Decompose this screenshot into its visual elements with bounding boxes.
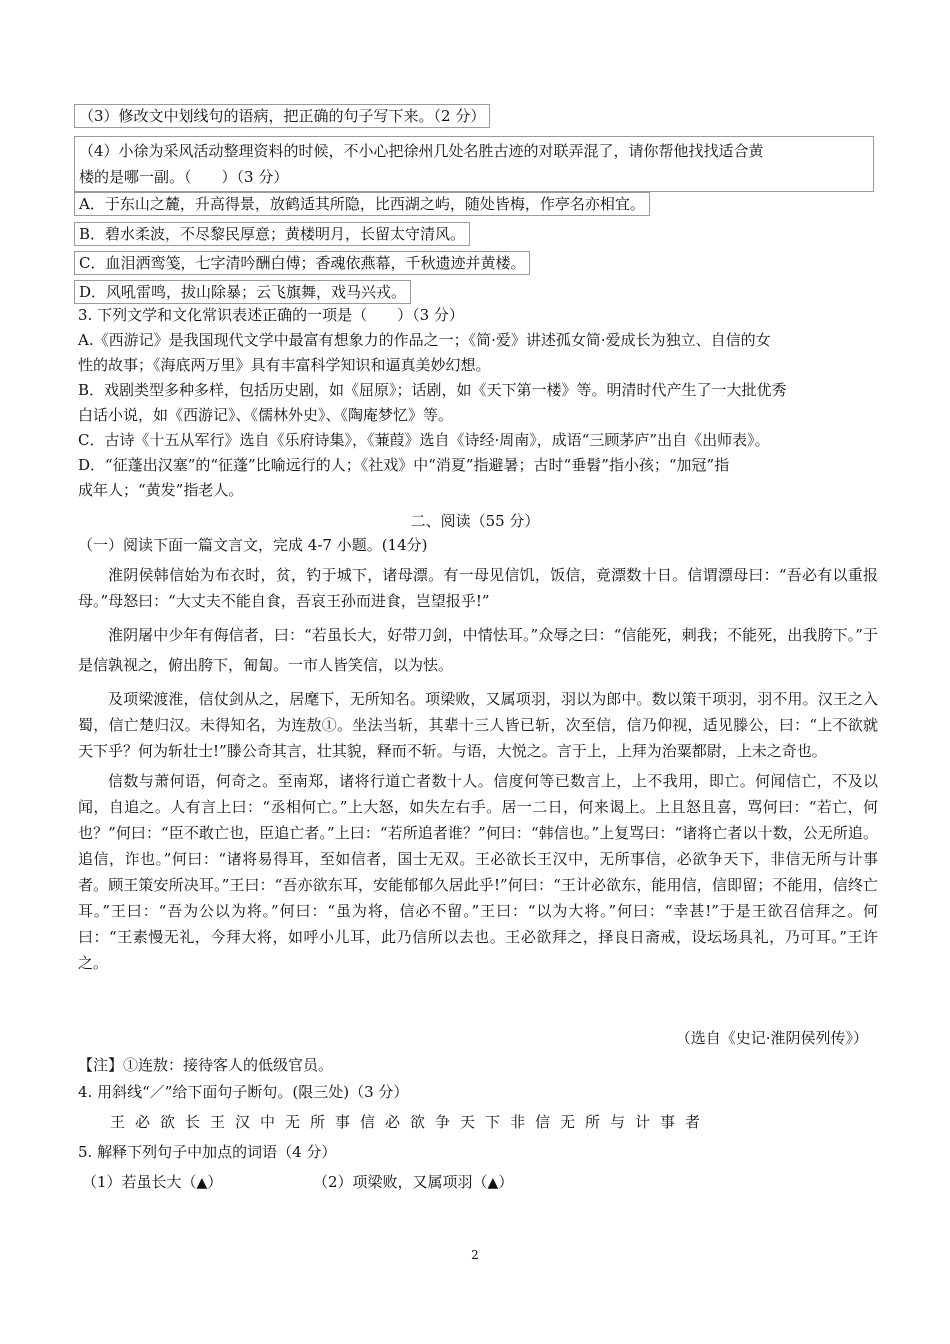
q3-option-d-line1: D．“征蓬出汉塞”的“征蓬”比喻远行的人；《社戏》中“消夏”指避暑；古时“垂髫”指小孩；“加冠”指 — [78, 456, 730, 474]
q5-item-1-text: （1）若虽长大（ — [82, 1173, 197, 1191]
question-3-title: 3. 下列文学和文化常识表述正确的一项是（ ）（3 分） — [78, 306, 464, 324]
answer-triangle-icon: ▲ — [487, 1175, 499, 1191]
option-c: C．血泪洒鸾笺，七字清吟酬白傅；香魂依燕幕，千秋遗迹并黄楼。 — [74, 251, 530, 275]
q3-option-d-line2: 成年人；“黄发”指老人。 — [78, 481, 244, 499]
sentence-to-punctuate: 王必欲长王汉中无所事信必欲争天下非信无所与计事者 — [110, 1113, 711, 1131]
q5-item-1 — [82, 1172, 222, 1193]
section-heading: 二、阅读（55 分） — [410, 512, 540, 530]
passage-source: （选自《史记·淮阴侯列传》） — [675, 1029, 868, 1047]
passage-paragraph-2: 淮阴屠中少年有侮信者，曰：“若虽长大，好带刀剑，中情怯耳。”众辱之曰：“信能死，刺我；不能死，出我胯下。”于是信孰视之，俯出胯下，匍匐。一市人皆笑信，以为怯。 — [78, 626, 878, 674]
q5-item-2-text: （2）项梁败，又属项羽（ — [313, 1173, 488, 1191]
q3-option-b-line1: B．戏剧类型多种多样，包括历史剧，如《屈原》；话剧，如《天下第一楼》等。明清时代产生了一大批优秀 — [78, 381, 787, 399]
question-4-subpart — [74, 136, 874, 192]
question-4-title: 4. 用斜线“／”给下面句子断句。(限三处)（3 分） — [78, 1083, 409, 1101]
passage-paragraph-1: 淮阴侯韩信始为布衣时，贫，钓于城下，诸母漂。有一母见信饥，饭信，竟漂数十日。信谓漂母曰：“吾必有以重报母。”母怒曰：“大丈夫不能自食，吾哀王孙而进食，岂望报乎!” — [78, 566, 878, 610]
q3-option-c: C．古诗《十五从军行》选自《乐府诗集》，《蒹葭》选自《诗经·周南》，成语“三顾茅庐”出自《出师表》。 — [78, 431, 770, 449]
question-3-subpart: （3）修改文中划线句的语病，把正确的句子写下来。（2 分） — [74, 104, 490, 128]
q5-item-2-close: ） — [498, 1173, 514, 1191]
q3-option-a-line2: 性的故事；《海底两万里》具有丰富科学知识和逼真美妙幻想。 — [78, 356, 491, 374]
subsection-heading: （一）阅读下面一篇文言文，完成 4-7 小题。(14分) — [78, 536, 428, 554]
page-number: 2 — [471, 1248, 479, 1262]
option-a: A．于东山之麓，升高得景，放鹤适其所隐，比西湖之屿，随处皆梅，作亭名亦相宜。 — [74, 192, 650, 216]
q5-item-2 — [313, 1172, 513, 1193]
passage-paragraph-3: 及项梁渡淮，信仗剑从之，居麾下，无所知名。项梁败，又属项羽，羽以为郎中。数以策干项羽，羽不用。汉王之入蜀，信亡楚归汉。未得知名，为连敖①。坐法当斩，其辈十三人皆已斩，次至信，信乃仰视，适见滕公，曰：“上不欲就天下乎？何为斩壮士!”滕公奇其言，壮其貌，释而不斩。与语，大悦之。言于上，上拜为治粟都尉，上未之奇也。 — [78, 690, 878, 760]
question-4-subpart-line1: （4）小徐为采风活动整理资料的时候，不小心把徐州几处名胜古迹的对联弄混了，请你帮他找找适合黄 — [79, 142, 764, 160]
q3-option-a-line1: A.《西游记》是我国现代文学中最富有想象力的作品之一；《简·爱》讲述孤女简·爱成长为独立、自信的女 — [78, 331, 771, 349]
footnote: 【注】①连敖：接待客人的低级官员。 — [78, 1056, 334, 1074]
question-4-subpart-line2: 楼的是哪一副。（ ）（3 分） — [79, 168, 289, 186]
question-5-title: 5. 解释下列句子中加点的词语（4 分） — [78, 1143, 337, 1161]
passage — [78, 562, 878, 976]
q3-option-b-line2: 白话小说，如《西游记》、《儒林外史》、《陶庵梦忆》等。 — [78, 406, 454, 424]
option-d: D．风吼雷鸣，拔山除暴；云飞旗舞，戏马兴戎。 — [74, 280, 411, 304]
option-b: B．碧水柔波，不尽黎民厚意；黄楼明月，长留太守清风。 — [74, 222, 470, 246]
passage-paragraph-4: 信数与萧何语，何奇之。至南郑，诸将行道亡者数十人。信度何等已数言上，上不我用，即亡。何闻信亡，不及以闻，自追之。人有言上曰：“丞相何亡。”上大怒，如失左右手。居一二日，何来谒上。上且怒且喜，骂何曰：“若亡，何也？”何曰：“臣不敢亡也，臣追亡者。”上曰：“若所追者谁？”何曰：“韩信也。”上复骂曰：“诸将亡者以十数，公无所追。追信，诈也。”何曰：“诸将易得耳，至如信者，国士无双。王必欲长王汉中，无所事信，必欲争天下，非信无所与计事者。顾王策安所决耳。”王曰：“吾亦欲东耳，安能郁郁久居此乎!”何曰：“王计必欲东，能用信，信即留；不能用，信终亡耳。”王曰：“吾为公以为将。”何曰：“虽为将，信必不留。”王曰：“以为大将。”何曰：“幸甚!”于是王欲召信拜之。何曰：“王素慢无礼，今拜大将，如呼小儿耳，此乃信所以去也。王必欲拜之，择良日斋戒，设坛场具礼，乃可耳。”王许之。 — [78, 772, 878, 972]
q5-item-1-close: ） — [207, 1173, 223, 1191]
answer-triangle-icon: ▲ — [196, 1175, 208, 1191]
